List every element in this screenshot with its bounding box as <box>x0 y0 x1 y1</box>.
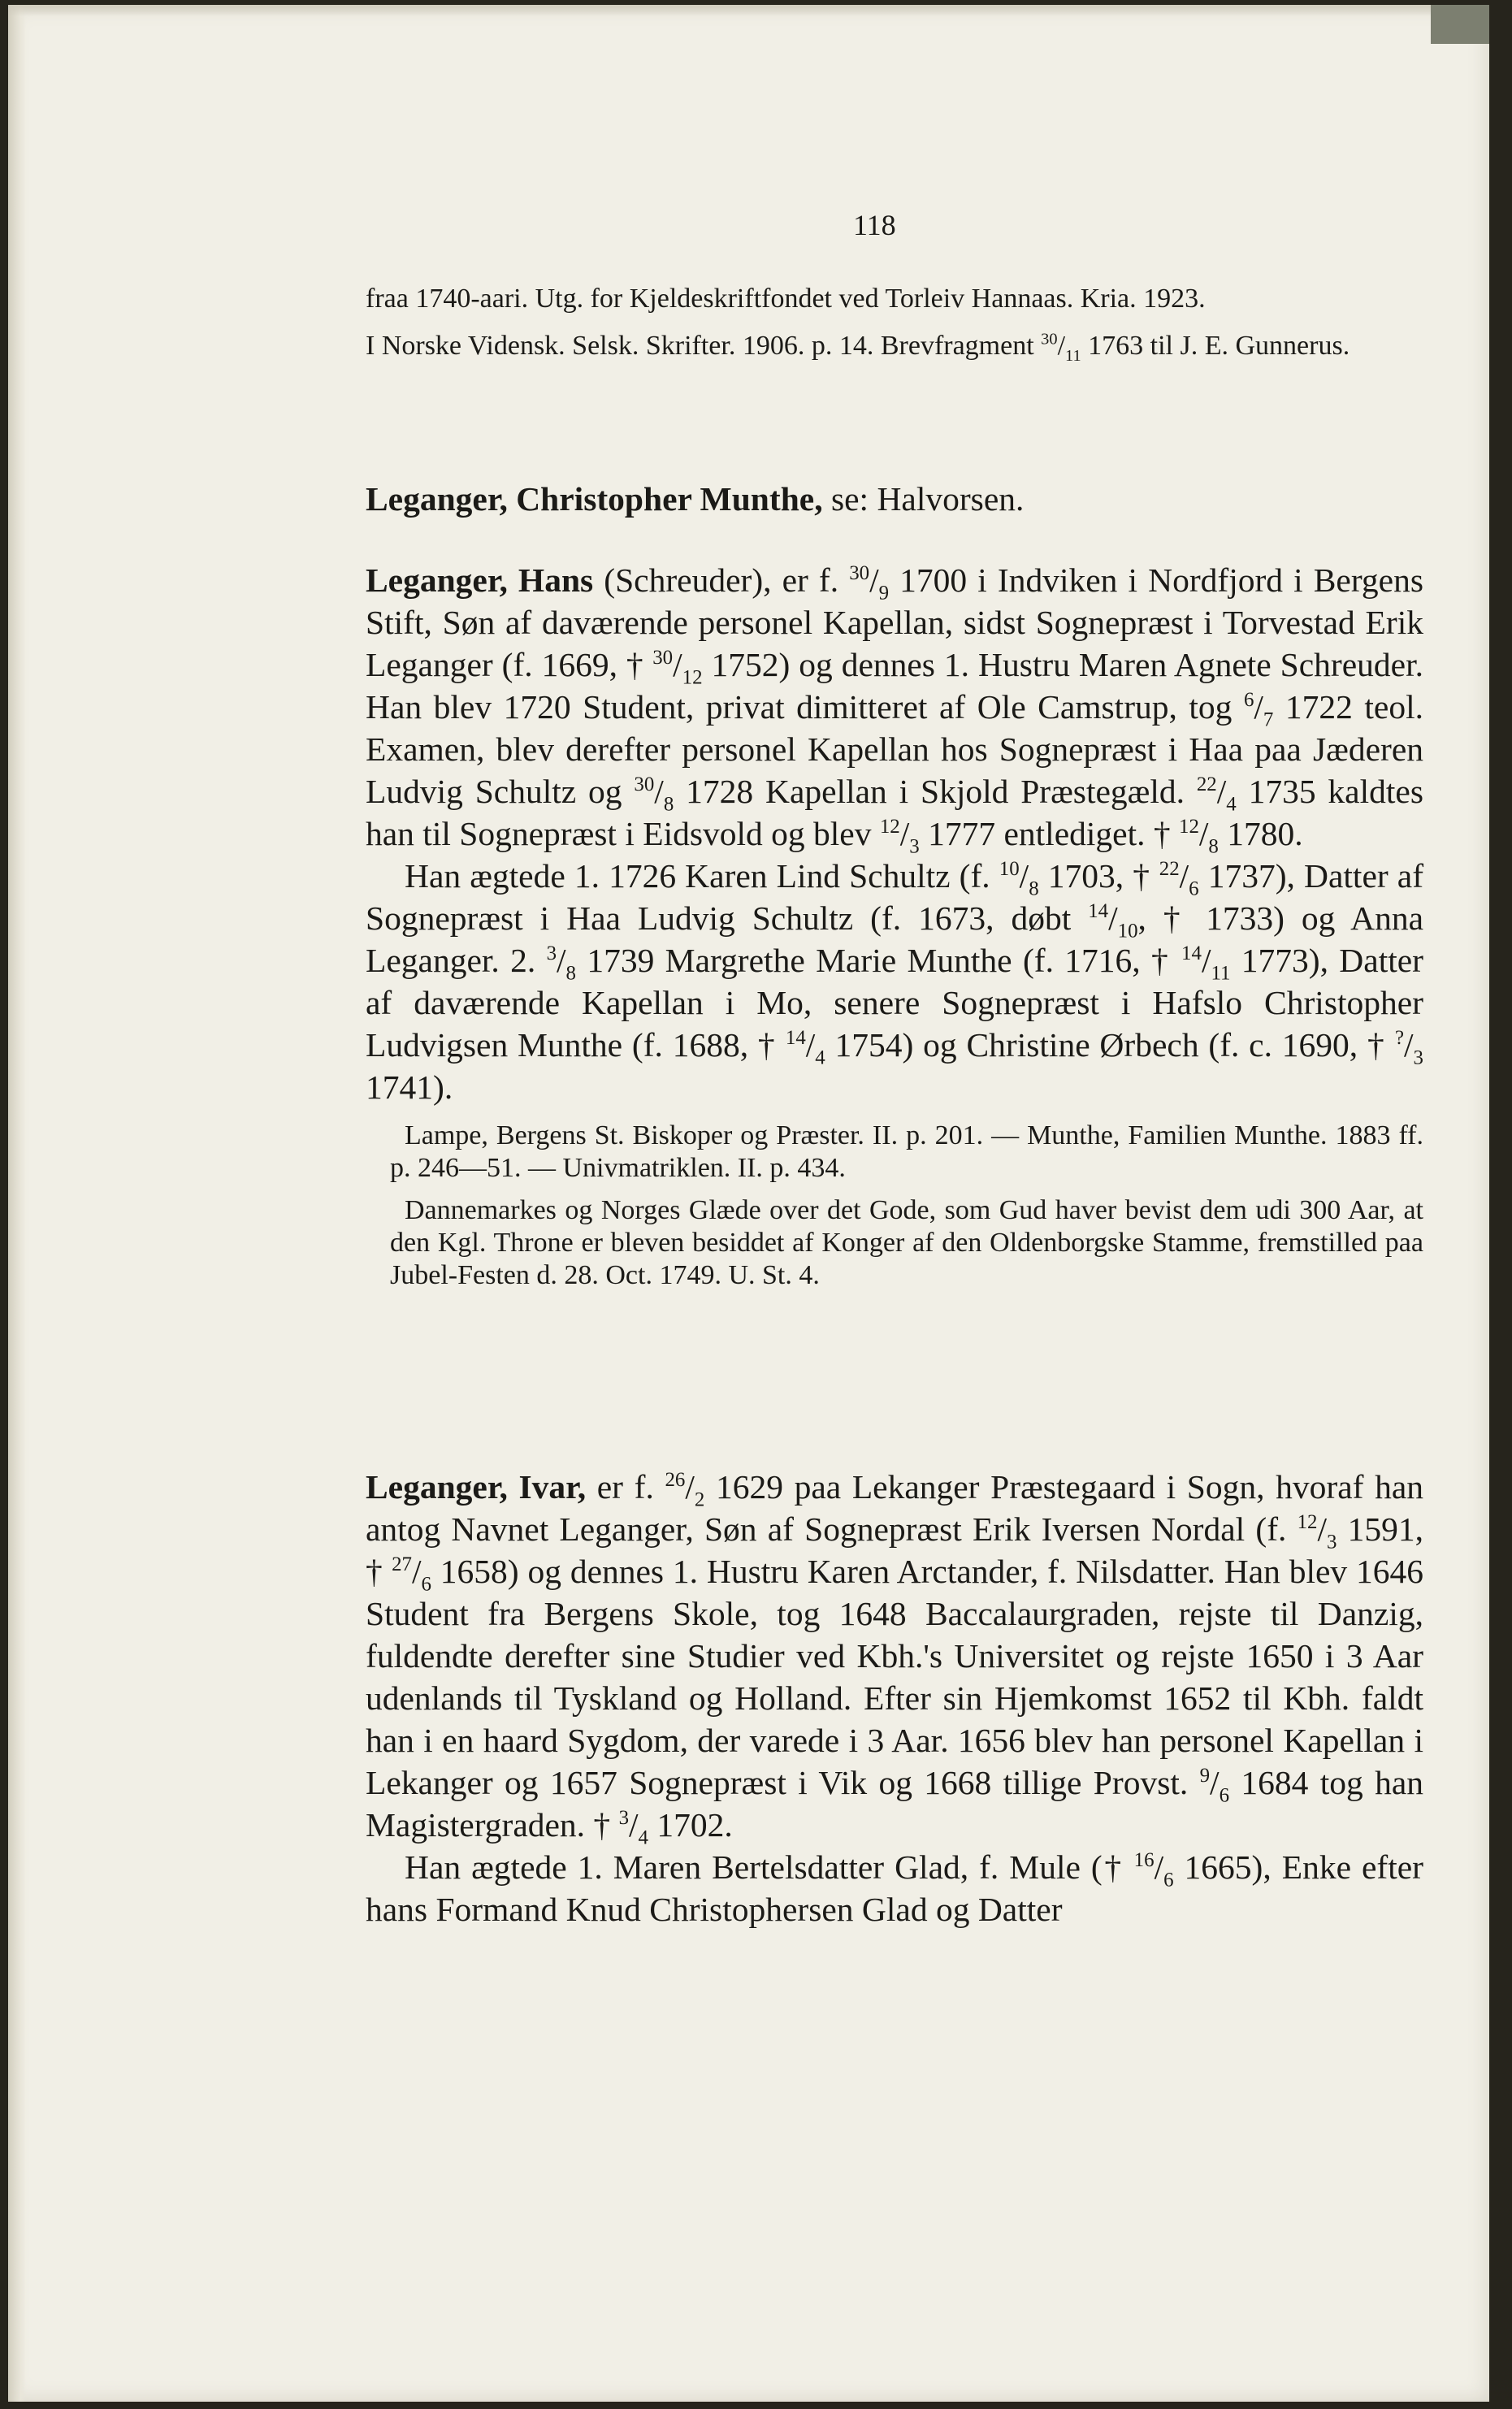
page-left-edge <box>8 5 26 2402</box>
entry-name: Leganger, Ivar, <box>366 1468 587 1506</box>
entry-paragraph: Han ægtede 1. 1726 Karen Lind Schultz (f. $^{10}/_8$ 1703, † $^{22}/_6$ 1737), Datter af Sognepræst i Haa Ludvig Schultz (f. 1673, døbt $^{14}/_{10}$, † 1733) og Anna Leganger. 2. $^3/_8$ 1739 Margrethe Marie Munthe (f. 1716, † $^{14}/_{11}$ 1773), Datter af daværende Kapellan i Mo, senere Sognepræst i Hafslo Christopher Ludvigsen Munthe (f. 1688, † $^{14}/_4$ 1754) og Christine Ørbech (f. c. 1690, † $^?/_3$ 1741). <box>366 857 1424 1106</box>
entry-ivar <box>366 1466 1423 1930</box>
cross-reference <box>366 478 1423 520</box>
book-page <box>8 5 1489 2402</box>
reference-line: I Norske Vidensk. Selsk. Skrifter. 1906. p. 14. Brevfragment $^{30}/_{11}$ 1763 til J. E. Gunnerus. <box>366 330 1350 365</box>
binding-strip <box>1431 5 1489 44</box>
page-top-edge <box>8 5 1489 16</box>
entry-paragraph: Han ægtede 1. Maren Bertelsdatter Glad, f. Mule († $^{16}/_6$ 1665), Enke efter hans Formand Knud Christophersen Glad og Datter <box>366 1848 1423 1928</box>
top-references <box>366 283 1423 365</box>
entry-paragraph: Leganger, Hans (Schreuder), er f. $^{30}/_9$ 1700 i Indviken i Nordfjord i Bergens Stift, Søn af daværende personel Kapellan, sidst Sognepræst i Torvestad Erik Leganger (f. 1669, † $^{30}/_{12}$ 1752) og dennes 1. Hustru Maren Agnete Schreuder. Han blev 1720 Student, privat dimitteret af Ole Camstrup, tog $^6/_7$ 1722 teol. Examen, blev derefter personel Kapellan hos Sognepræst i Haa paa Jæderen Ludvig Schultz og $^{30}/_8$ 1728 Kapellan i Skjold Præstegæld. $^{22}/_4$ 1735 kaldtes han til Sognepræst i Eidsvold og blev $^{12}/_3$ 1777 entlediget. † $^{12}/_8$ 1780. <box>366 561 1423 858</box>
entry-name: Leganger, Christopher Munthe, <box>366 480 823 518</box>
page-number: 118 <box>853 209 896 241</box>
entry-hans <box>366 559 1423 1292</box>
reference-line: Dannemarkes og Norges Glæde over det Gode, som Gud haver bevist dem udi 300 Aar, at den Kgl. Throne er bleven besiddet af Konger af den Oldenborgske Stamme, fremstilled paa Jubel-Festen d. 28. Oct. 1749. U. St. 4. <box>390 1195 1423 1290</box>
entry-name: Leganger, Hans <box>366 561 594 599</box>
reference-line: Lampe, Bergens St. Biskoper og Præster. II. p. 201. — Munthe, Familien Munthe. 1883 ff. p. 246—51. — Univmatriklen. II. p. 434. <box>390 1120 1423 1183</box>
reference-line: fraa 1740-aari. Utg. for Kjeldeskriftfondet ved Torleiv Hannaas. Kria. 1923. <box>366 284 1206 314</box>
cross-reference-text: se: Halvorsen. <box>822 480 1025 518</box>
entry-paragraph: Leganger, Ivar, er f. $^{26}/_2$ 1629 paa Lekanger Præstegaard i Sogn, hvoraf han antog Navnet Leganger, Søn af Sognepræst Erik Iversen Nordal (f. $^{12}/_3$ 1591, † $^{27}/_6$ 1658) og dennes 1. Hustru Karen Arctander, f. Nilsdatter. Han blev 1646 Student fra Bergens Skole, tog 1648 Baccalaurgraden, rejste til Danzig, fuldendte derefter sine Studier ved Kbh.'s Universitet og rejste 1650 i 3 Aar udenlands til Tyskland og Holland. Efter sin Hjemkomst 1652 til Kbh. faldt han i en haard Sygdom, der varede i 3 Aar. 1656 blev han personel Kapellan i Lekanger og 1657 Sognepræst i Vik og 1668 tillige Provst. $^9/_6$ 1684 tog han Magistergraden. † $^3/_4$ 1702. <box>366 1468 1424 1849</box>
date-fraction: $^{30}/_{11}$ <box>1041 330 1081 365</box>
cross-reference-entry <box>366 478 1423 520</box>
